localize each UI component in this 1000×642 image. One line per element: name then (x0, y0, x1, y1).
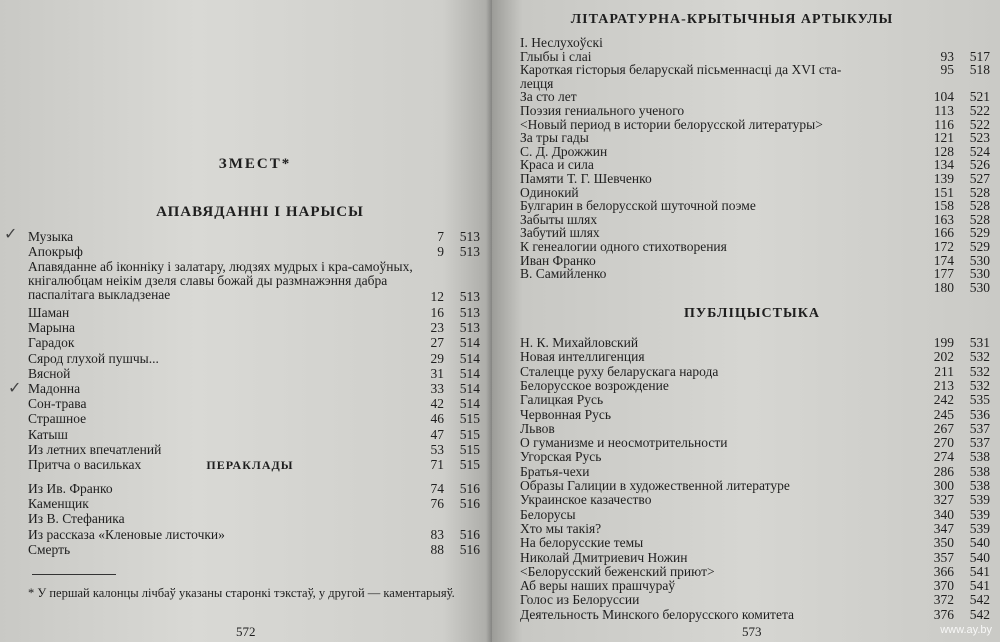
toc-entry-comment-page: 537 (969, 435, 990, 451)
toc-entry-comment-page: 542 (969, 592, 990, 608)
page-number-right: 573 (742, 624, 762, 639)
toc-entry-title: <Новый период в истории белорусской литературы> (520, 116, 823, 132)
toc-entry-page: 327 (933, 492, 954, 508)
toc-entry-title: Деятельность Минского белорусского комитета (520, 606, 794, 622)
section-heading-stories: АПАВЯДАННІ І НАРЫСЫ (156, 204, 364, 220)
toc-entry-page: 27 (430, 335, 444, 351)
toc-entry-title: Из летних впечатлений (28, 441, 162, 457)
toc-entry-comment-page: 541 (969, 578, 990, 594)
watermark: www.ay.by (940, 624, 992, 636)
toc-entry (520, 579, 990, 593)
toc-entry-title: Гарадок (28, 335, 75, 351)
toc-entry-page: 16 (430, 305, 444, 320)
toc-entry-title: Из В. Стефаника (28, 511, 125, 527)
toc-entry-title: Аб веры наших прашчураў (520, 578, 676, 594)
toc-entry-title: Апокрыф (28, 244, 83, 260)
toc-entry (520, 77, 990, 91)
toc-entry (520, 240, 990, 254)
section-heading-translations: ПЕРАКЛАДЫ (206, 458, 294, 472)
toc-entry-page: 31 (430, 365, 444, 381)
toc-entry-comment-page: 513 (459, 229, 480, 244)
toc-entry-page: 42 (430, 396, 444, 412)
toc-entry (28, 321, 488, 336)
toc-entry-title: Голос из Белоруссии (520, 592, 640, 608)
toc-entry-title: Одинокий (520, 184, 579, 200)
toc-entry-title: Забутий шлях (520, 225, 600, 241)
toc-entry-title: Хто мы такія? (520, 520, 602, 536)
toc-entry-comment-page: 514 (459, 335, 480, 351)
toc-entry-page: 274 (933, 449, 954, 465)
toc-entry-comment-page: 513 (459, 289, 480, 305)
toc-entry (28, 528, 488, 543)
toc-entry-comment-page: 539 (969, 506, 990, 522)
section-heading-publicism: ПУБЛІЦЫСТЫКА (683, 306, 821, 321)
toc-entry-page: 23 (430, 320, 444, 336)
toc-entry (28, 512, 488, 527)
toc-entry (28, 336, 488, 351)
toc-entry-comment-page: 535 (969, 392, 990, 408)
toc-entry-title: Галицкая Русь (520, 392, 604, 408)
toc-entry-page: 166 (933, 225, 954, 241)
toc-entry-title: Червонная Русь (520, 406, 611, 422)
toc-entry-title: лецця (520, 75, 554, 91)
toc-entry-comment-page: 528 (969, 184, 990, 200)
toc-entry-comment-page: 513 (459, 320, 480, 336)
toc-entry-comment-page: 526 (969, 157, 990, 173)
toc-entry (28, 245, 488, 260)
toc-entry-comment-page: 515 (459, 441, 480, 457)
toc-entry (520, 199, 990, 213)
toc-entry-title: Украинское казачество (520, 492, 652, 508)
toc-entry-title: Апавяданне аб іконніку і залатару, людзях мудрых і кра-самоўных, кнігалюбцам неікім дзеля славы божай ды размнажэння дабра паспалітага выкладзенае (28, 259, 413, 303)
toc-entry-comment-page: 522 (969, 103, 990, 118)
toc-entry-comment-page: 529 (969, 225, 990, 241)
toc-entry-page: 95 (940, 62, 954, 78)
toc-entry-page: 47 (430, 426, 444, 442)
toc-entry-comment-page: 514 (459, 350, 480, 366)
toc-entry (28, 412, 488, 427)
toc-entry-page: 286 (933, 463, 954, 479)
toc-entry-page: 76 (430, 496, 444, 512)
toc-entry-page: 245 (933, 406, 954, 422)
toc-entry (520, 158, 990, 172)
toc-entry-comment-page: 518 (969, 62, 990, 78)
toc-entry (28, 482, 488, 497)
toc-entry (520, 565, 990, 579)
toc-entry (28, 260, 488, 306)
toc-entry-comment-page: 536 (969, 406, 990, 422)
toc-entry-page: 211 (934, 363, 954, 379)
toc-entry-page: 270 (933, 435, 954, 451)
toc-entry-title: Николай Дмитриевич Ножин (520, 549, 688, 565)
toc-entry (520, 422, 990, 436)
toc-entry-page: 202 (933, 349, 954, 365)
toc-entry-comment-page: 516 (459, 526, 480, 542)
toc-entry-page: 71 (430, 457, 444, 472)
footnote: * У першай калонцы лічбаў указаны старонкі тэкстаў, у другой — каментарыяў. (28, 586, 455, 600)
toc-entry (520, 104, 990, 118)
toc-entry-title: Львов (520, 420, 555, 436)
toc-entry-title: Краса и сила (520, 157, 594, 173)
toc-entry (520, 63, 990, 77)
toc-entry (520, 213, 990, 227)
toc-entry-comment-page: 529 (969, 239, 990, 254)
toc-entry (28, 306, 488, 321)
toc-entry-page: 113 (934, 103, 954, 118)
toc-entry (520, 465, 990, 479)
left-page (0, 0, 492, 642)
toc-entry-comment-page: 515 (459, 426, 480, 442)
toc-entry-page: 74 (430, 481, 444, 496)
toc-entry-comment-page: 524 (969, 143, 990, 159)
toc-entry-title: Сталецце руху беларускага народа (520, 363, 719, 379)
toc-entry-title: Шаман (28, 305, 70, 320)
toc-entry-title: Поэзия гениального ученого (520, 103, 685, 118)
toc-entry-comment-page: 528 (969, 211, 990, 227)
toc-entry-page: 242 (933, 392, 954, 408)
toc-entry (520, 450, 990, 464)
toc-entry-comment-page: 530 (969, 279, 990, 295)
toc-entry-title: І. Неслухоўскі (520, 35, 603, 50)
toc-entry (520, 508, 990, 522)
toc-entry-page: 9 (437, 244, 444, 260)
toc-entry-title: За тры гады (520, 130, 589, 146)
toc-entry (28, 428, 488, 443)
toc-entry (520, 118, 990, 132)
toc-entry-page: 340 (933, 506, 954, 522)
toc-entry-page: 12 (430, 289, 444, 305)
toc-entry (520, 436, 990, 450)
toc-entry-page: 53 (430, 441, 444, 457)
toc-entry-comment-page: 514 (459, 381, 480, 396)
toc-entry-comment-page: 513 (459, 244, 480, 260)
footnote-rule (32, 574, 116, 575)
toc-entry-title: Иван Франко (520, 252, 596, 268)
toc-entry (520, 281, 990, 295)
toc-entry-comment-page: 532 (969, 377, 990, 393)
toc-entry-title: За сто лет (520, 89, 577, 105)
toc-entry-title: С. Д. Дрожжин (520, 143, 608, 159)
toc-entry (520, 493, 990, 507)
toc-entry (28, 397, 488, 412)
toc-entry-title: Забыты шлях (520, 211, 598, 227)
toc-entry-comment-page: 539 (969, 492, 990, 508)
toc-entry-page: 350 (933, 535, 954, 551)
section-heading-critical-articles: ЛІТАРАТУРНА-КРЫТЫЧНЫЯ АРТЫКУЛЫ (570, 12, 894, 27)
toc-entry-title: В. Самийленко (520, 266, 607, 282)
toc-entry-title: Каменщик (28, 496, 89, 512)
toc-entry-title: Братья-чехи (520, 463, 590, 479)
toc-entry-title: Новая интеллигенция (520, 349, 645, 365)
toc-entry (28, 497, 488, 512)
toc-entry (28, 443, 488, 458)
toc-entry-title: Памяти Т. Г. Шевченко (520, 171, 652, 186)
toc-entry-page: 300 (933, 478, 954, 493)
toc-entry-page: 151 (933, 184, 954, 200)
toc-entry (520, 408, 990, 422)
toc-entry (520, 365, 990, 379)
toc-entry-page: 104 (933, 89, 954, 105)
toc-entry-page: 88 (430, 541, 444, 557)
toc-entry-comment-page: 538 (969, 478, 990, 493)
toc-entry (28, 352, 488, 367)
toc-entry-page: 172 (933, 239, 954, 254)
toc-entry-comment-page: 532 (969, 349, 990, 365)
toc-entry-page: 116 (934, 116, 954, 132)
toc-entry-title: Притча о васильках (28, 457, 142, 472)
toc-entry (520, 479, 990, 493)
toc-entry-page: 372 (933, 592, 954, 608)
toc-entry-title: Смерть (28, 541, 71, 557)
toc-entry-page: 46 (430, 411, 444, 427)
toc-entry-page: 177 (933, 266, 954, 282)
toc-entry-comment-page: 540 (969, 549, 990, 565)
toc-entry-page: 163 (933, 211, 954, 227)
toc-entry-page: 158 (933, 198, 954, 214)
pencil-check-mark-icon: ✓ (4, 226, 18, 243)
toc-entry-comment-page: 522 (969, 116, 990, 132)
toc-entry-title: Образы Галиции в художественной литературе (520, 478, 790, 493)
toc-entry (520, 551, 990, 565)
pencil-check-mark-icon: ✓ (8, 380, 22, 397)
toc-entry-title: Белорусы (520, 506, 576, 522)
toc-entry-title: Из Ив. Франко (28, 481, 113, 496)
toc-entry-comment-page: 517 (969, 48, 990, 64)
toc-entry-page: 128 (933, 143, 954, 159)
toc-entry-title: Марына (28, 320, 76, 336)
toc-entry-comment-page: 528 (969, 198, 990, 214)
toc-entry-page: 366 (933, 563, 954, 579)
contents-title: ЗМЕСТ* (218, 156, 292, 172)
toc-entry-title: На белорусские темы (520, 535, 644, 551)
toc-entry-title: О гуманизме и неосмотрительности (520, 435, 728, 451)
toc-entry-comment-page: 516 (459, 481, 480, 496)
toc-entry-comment-page: 516 (459, 541, 480, 557)
toc-entry-page: 139 (933, 171, 954, 186)
toc-entry (28, 382, 488, 397)
toc-entry (28, 367, 488, 382)
toc-entry-page: 347 (933, 520, 954, 536)
toc-entry-comment-page: 514 (459, 396, 480, 412)
right-page (492, 0, 1000, 642)
toc-entry-comment-page: 542 (969, 606, 990, 622)
toc-entry-comment-page: 515 (459, 457, 480, 472)
toc-entry-comment-page: 532 (969, 363, 990, 379)
toc-entry-page: 267 (933, 420, 954, 436)
toc-entry (520, 172, 990, 186)
toc-entry-page: 83 (430, 526, 444, 542)
toc-entry-title: Вясной (28, 365, 71, 381)
toc-entry-comment-page: 531 (969, 335, 990, 350)
toc-entry (520, 379, 990, 393)
toc-entry (520, 608, 990, 622)
toc-entry-page: 199 (933, 335, 954, 350)
toc-entry-comment-page: 527 (969, 171, 990, 186)
page-number-left: 572 (236, 624, 256, 639)
toc-entry (520, 226, 990, 240)
toc-entry-page: 134 (933, 157, 954, 173)
toc-entry (520, 90, 990, 104)
toc-entry-page: 121 (933, 130, 954, 146)
toc-entry-page: 213 (933, 377, 954, 393)
toc-entry (520, 186, 990, 200)
toc-entry-title: <Белорусский беженский приют> (520, 563, 715, 579)
toc-entry-title: Сярод глухой пушчы... (28, 350, 159, 366)
toc-entry-page: 370 (933, 578, 954, 594)
toc-entry-comment-page: 516 (459, 496, 480, 512)
toc-entry-title: Булгарин в белорусской шуточной поэме (520, 198, 756, 214)
toc-entry-title: Угорская Русь (520, 449, 602, 465)
toc-entry (520, 336, 990, 350)
toc-entry (520, 350, 990, 364)
toc-entry-comment-page: 540 (969, 535, 990, 551)
toc-entry-page: 29 (430, 350, 444, 366)
toc-entry (520, 536, 990, 550)
toc-entry-page: 174 (933, 252, 954, 268)
toc-entry-page: 376 (933, 606, 954, 622)
toc-entry-title: Мадонна (28, 381, 81, 396)
toc-entry-comment-page: 541 (969, 563, 990, 579)
toc-entry-comment-page: 515 (459, 411, 480, 427)
toc-entry-title: Н. К. Михайловский (520, 335, 639, 350)
toc-entry (28, 543, 488, 558)
toc-entry (520, 254, 990, 268)
toc-entry-comment-page: 513 (459, 305, 480, 320)
toc-entry-title: Из рассказа «Кленовые листочки» (28, 526, 225, 542)
toc-entry (520, 145, 990, 159)
toc-entry-comment-page: 530 (969, 266, 990, 282)
toc-entry-title: Страшное (28, 411, 87, 427)
toc-entry (520, 593, 990, 607)
toc-entry (520, 50, 990, 64)
toc-entry-comment-page: 539 (969, 520, 990, 536)
toc-entry-comment-page: 538 (969, 463, 990, 479)
toc-entry (520, 267, 990, 281)
toc-entry-page: 357 (933, 549, 954, 565)
toc-entry-title: Катыш (28, 426, 68, 442)
toc-entry (520, 522, 990, 536)
toc-entry-title: Белорусское возрождение (520, 377, 669, 393)
toc-entry (520, 131, 990, 145)
toc-entry-comment-page: 521 (969, 89, 990, 105)
toc-entry (520, 36, 990, 50)
toc-entry-title: Глыбы і слаі (520, 48, 592, 64)
toc-entry-comment-page: 537 (969, 420, 990, 436)
toc-entry-comment-page: 514 (459, 365, 480, 381)
toc-entry-comment-page: 523 (969, 130, 990, 146)
toc-entry-page: 93 (940, 48, 954, 64)
toc-entry-title: Сон-трава (28, 396, 87, 412)
toc-entry-title: К генеалогии одного стихотворения (520, 239, 727, 254)
toc-entry-comment-page: 538 (969, 449, 990, 465)
toc-entry-page: 7 (437, 229, 444, 244)
toc-entry (28, 230, 488, 245)
toc-entry-comment-page: 530 (969, 252, 990, 268)
toc-entry (520, 393, 990, 407)
toc-entry-title: Музыка (28, 229, 74, 244)
toc-entry-page: 180 (933, 279, 954, 295)
toc-entry-page: 33 (430, 381, 444, 396)
toc-entry-title: Кароткая гісторыя беларускай пісьменнасці да XVI ста- (520, 62, 842, 78)
